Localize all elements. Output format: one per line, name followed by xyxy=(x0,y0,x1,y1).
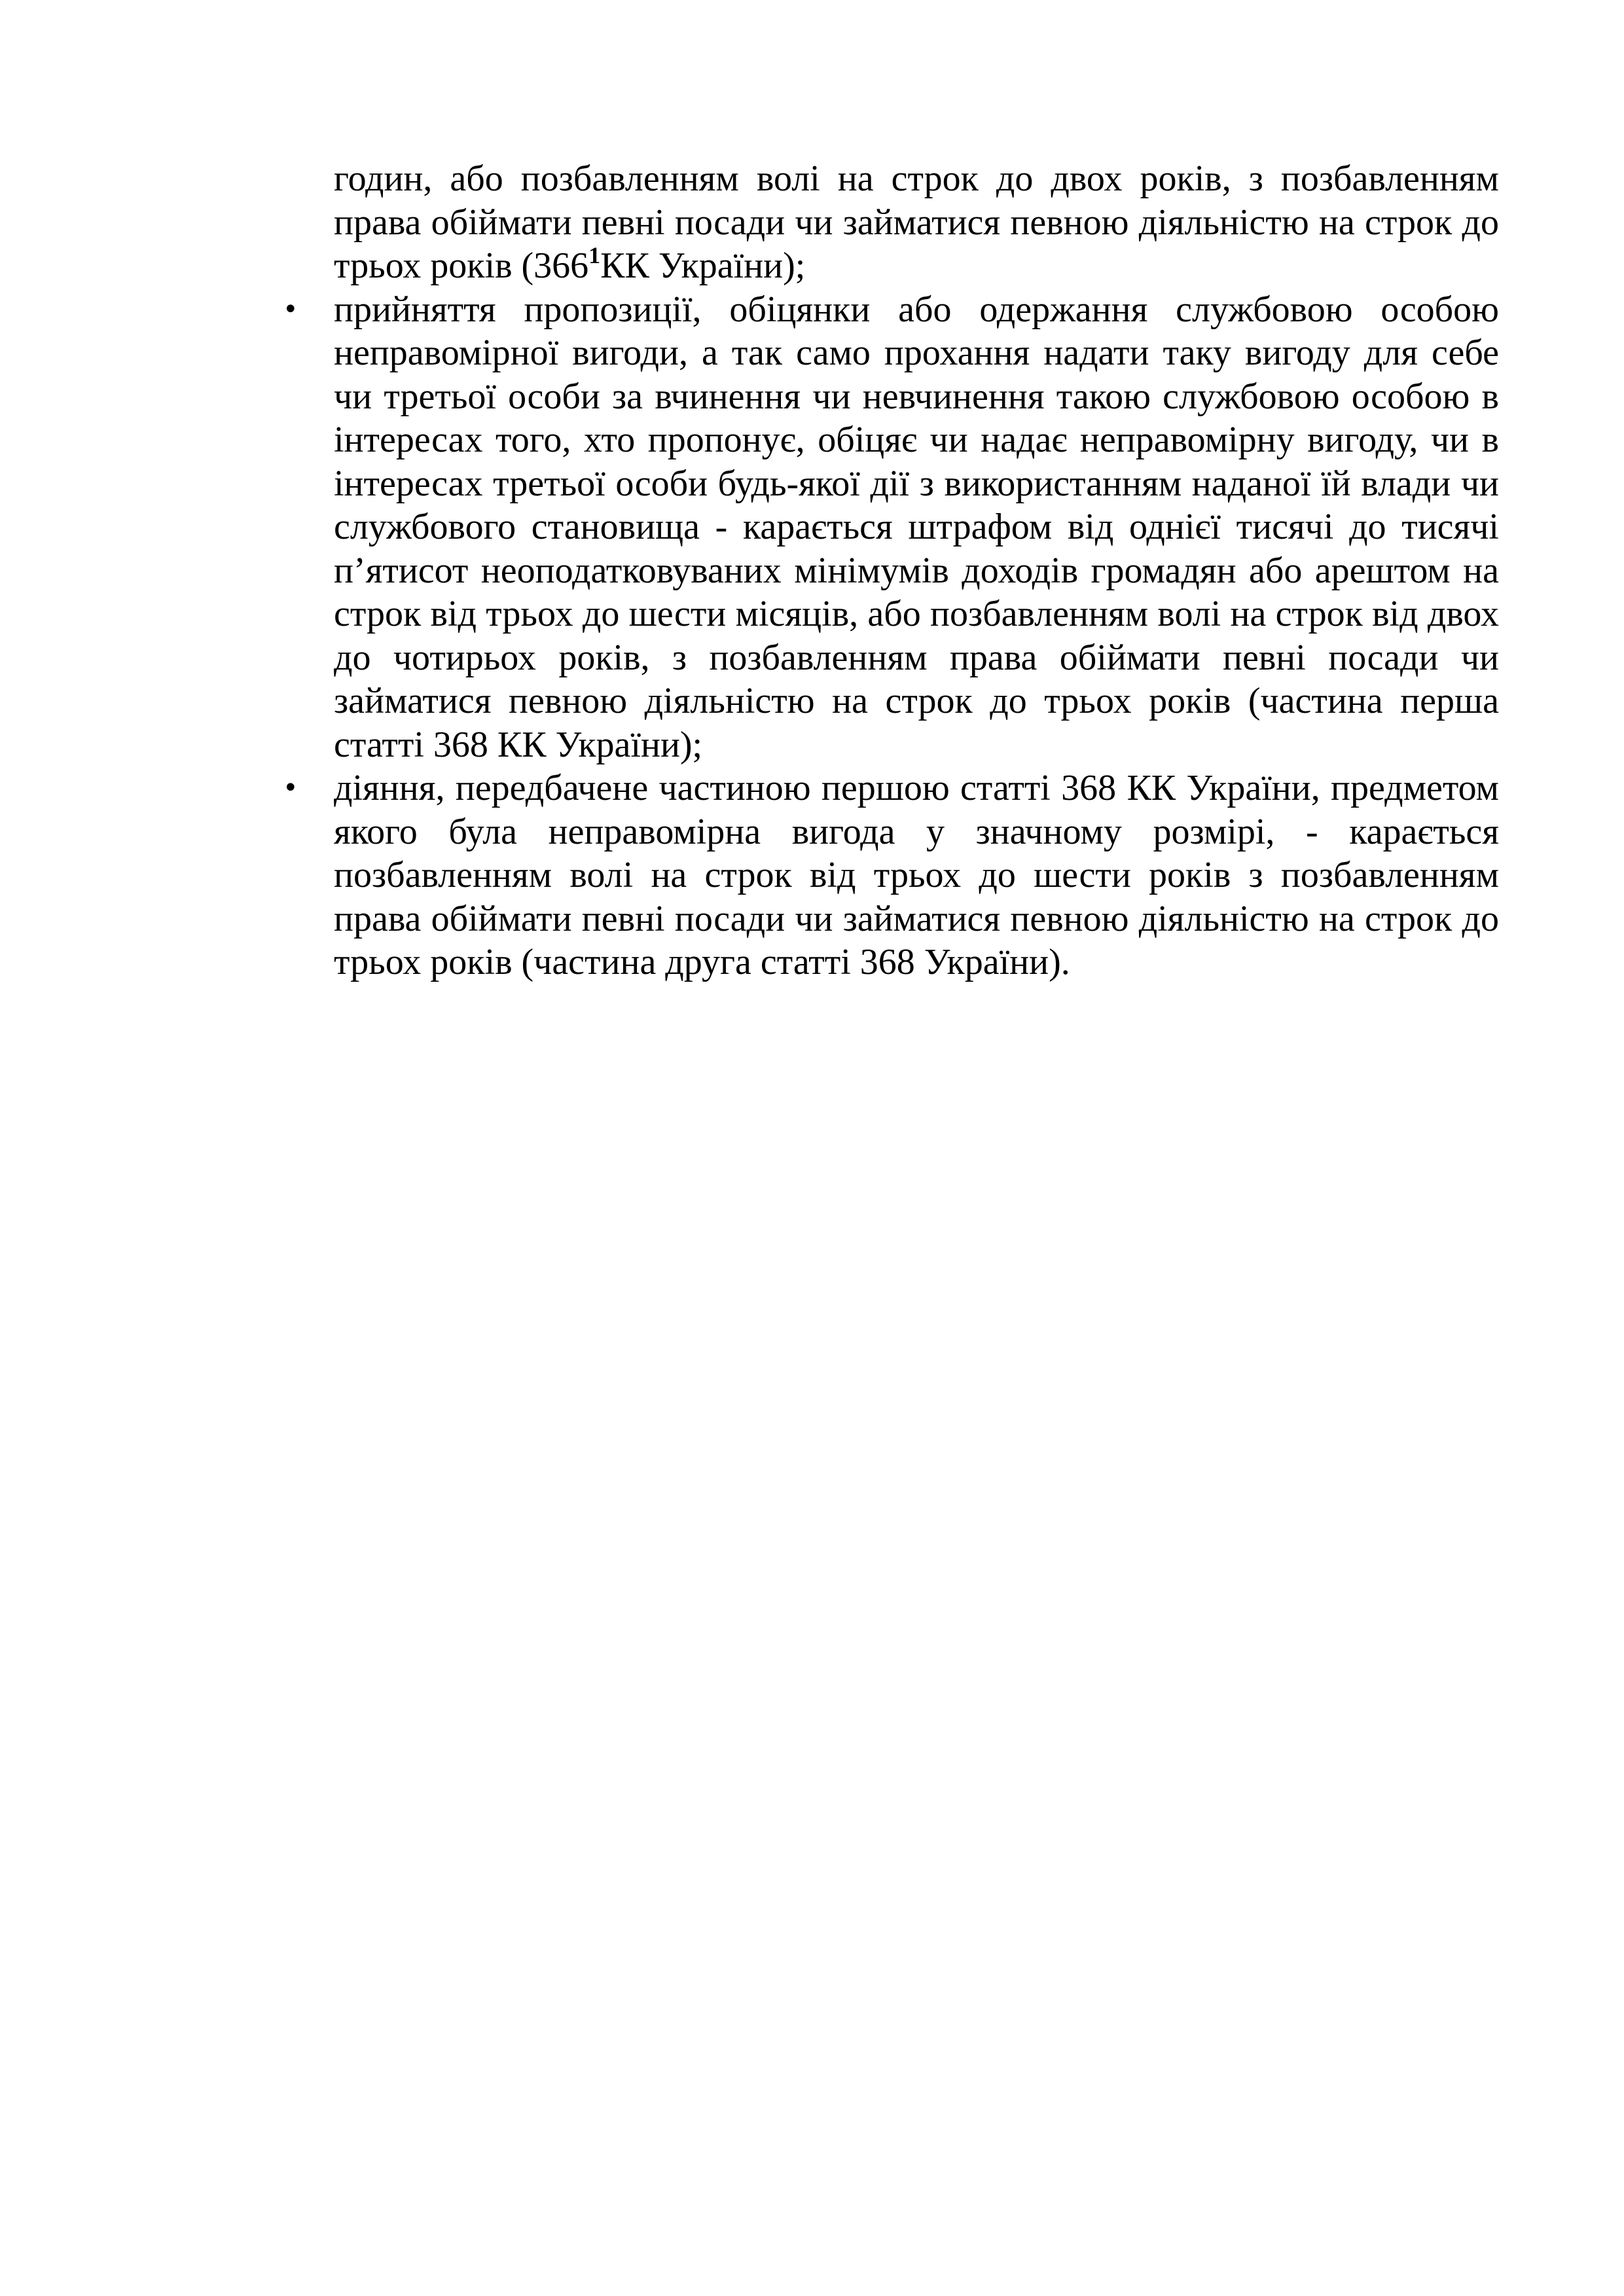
document-body xyxy=(283,157,1499,984)
continuation-paragraph xyxy=(334,157,1499,288)
bullet-icon: • xyxy=(283,773,298,803)
continuation-text-end: КК України); xyxy=(600,245,806,286)
list-item xyxy=(283,288,1499,767)
continuation-text: годин, або позбавленням волі на строк до двох років, з позбавленням права обіймати певні посади чи займатися певною діяльністю на строк до трьох років (366 xyxy=(334,158,1499,286)
bullet-icon: • xyxy=(283,294,298,325)
bullet-list xyxy=(283,288,1499,984)
list-item xyxy=(283,766,1499,984)
list-item-text: діяння, передбачене частиною першою статті 368 КК України, предметом якого була неправомірна вигода у значному розмірі, - карається позбавленням волі на строк від трьох до шести років з позбавленням права обіймати певні посади чи займатися певною діяльністю на строк до трьох років (частина друга статті 368 України). xyxy=(334,768,1499,982)
list-item-text: прийняття пропозиції, обіцянки або одержання службовою особою неправомірної вигоди, а так само прохання надати таку вигоду для себе чи третьої особи за вчинення чи невчинення такою службовою особою в інтересах того, хто пропонує, обіцяє чи надає неправомірну вигоду, чи в інтересах третьої особи будь-якої дії з використанням наданої їй влади чи службового становища - карається штрафом від однієї тисячі до тисячі п’ятисот неоподатковуваних мінімумів доходів громадян або арештом на строк від трьох до шести місяців, або позбавленням волі на строк від двох до чотирьох років, з позбавленням права обіймати певні посади чи займатися певною діяльністю на строк до трьох років (частина перша статті 368 КК України); xyxy=(334,289,1499,765)
superscript-marker: 1 xyxy=(588,242,601,268)
